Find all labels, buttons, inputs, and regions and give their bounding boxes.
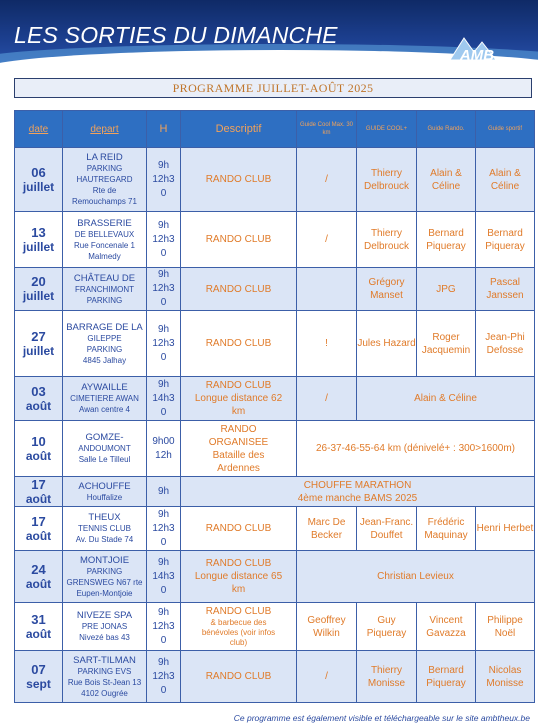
row-hours-line: 0: [160, 297, 167, 308]
row-descriptif: [181, 268, 297, 311]
row-descriptif-line: km: [231, 584, 246, 595]
row-depart-line: Nivezé bas 43: [79, 633, 130, 642]
row-guide-sportif: Henri Herbet: [476, 507, 535, 551]
row-depart-line: Malmedy: [88, 251, 121, 261]
table-row: [15, 268, 535, 311]
row-depart-line: Houffalize: [86, 492, 123, 502]
row-descriptif-line: RANDO CLUB: [205, 338, 272, 349]
row-day: 06: [31, 164, 46, 180]
row-month: sept: [26, 676, 51, 691]
row-date: [15, 268, 63, 311]
row-event-merged: [181, 477, 535, 507]
row-descriptif: [181, 377, 297, 421]
row-depart-line: PARKING EVS: [77, 666, 132, 676]
row-guide-rando: Bernard Piqueray: [417, 212, 476, 268]
row-depart-line: Salle Le Tilleul: [78, 455, 131, 464]
table-row: [15, 148, 535, 212]
table-row: [15, 311, 535, 377]
row-guide-coolplus: Thierry Delbrouck: [357, 148, 417, 212]
row-date: [15, 477, 63, 507]
row-descriptif-line: Longue distance 65: [194, 571, 283, 582]
row-guide-rando: Alain & Céline: [417, 148, 476, 212]
row-descriptif-line: RANDO CLUB: [205, 606, 272, 617]
row-depart-line: CHÂTEAU DE: [73, 272, 136, 284]
row-depart-line: PARKING: [86, 344, 123, 354]
table-row: [15, 551, 535, 603]
col-header-depart: depart: [63, 111, 147, 148]
row-month: août: [25, 626, 52, 641]
footer-note: Ce programme est également visible et téléchargeable sur le site ambtheux.be: [233, 713, 530, 723]
row-hours-line: 12h: [155, 449, 172, 461]
row-guide-cool: Marc De Becker: [297, 507, 357, 551]
row-date: [15, 551, 63, 603]
row-descriptif-line: km: [231, 406, 246, 417]
amb-logo: [444, 30, 510, 70]
row-hours: [147, 477, 181, 507]
row-guide-cool: Geoffrey Wilkin: [297, 603, 357, 651]
row-date: [15, 212, 63, 268]
row-hours-line: 0: [160, 351, 167, 363]
row-day: 20: [31, 274, 46, 289]
table-row: [15, 507, 535, 551]
row-depart-line: PRE JONAS: [81, 622, 128, 631]
row-guide-sportif: Pascal Janssen: [476, 268, 535, 311]
table-row: [15, 477, 535, 507]
row-guide-sportif: Bernard Piqueray: [476, 212, 535, 268]
row-hours-line: 9h: [157, 378, 170, 390]
row-guide-cool: /: [297, 377, 357, 421]
row-depart-line: 4845 Jalhay: [82, 355, 127, 365]
row-hours-line: 12h3: [152, 233, 175, 245]
row-month: août: [25, 491, 52, 506]
row-guide-rando: Bernard Piqueray: [417, 651, 476, 703]
row-descriptif-line: RANDO: [220, 423, 257, 435]
row-hours: [147, 603, 181, 651]
table-header-row: [15, 111, 535, 148]
row-depart: [63, 311, 147, 377]
row-guides-merged: Alain & Céline: [357, 377, 535, 421]
table-row: [15, 603, 535, 651]
row-depart-line: Awan centre 4: [79, 405, 130, 414]
row-hours-line: 0: [160, 406, 167, 418]
row-guide-coolplus: Thierry Monisse: [357, 651, 417, 703]
row-depart-line: FRANCHIMONT: [74, 284, 135, 294]
row-depart-line: GRENSWEG N67 rte: [66, 577, 143, 587]
row-depart: [63, 477, 147, 507]
row-depart: [63, 212, 147, 268]
row-hours-line: 0: [160, 247, 167, 259]
row-hours-line: 9h: [157, 219, 170, 231]
row-depart-line: Rue Foncenale 1: [74, 240, 135, 250]
row-descriptif-line: club): [229, 638, 248, 647]
row-hours-line: 14h3: [152, 570, 175, 582]
row-hours: [147, 212, 181, 268]
row-descriptif-line: RANDO CLUB: [205, 234, 272, 245]
row-descriptif-line: & barbecue des: [210, 618, 267, 627]
row-descriptif-line: RANDO CLUB: [205, 283, 272, 295]
row-depart-line: AYWAILLE: [81, 382, 128, 393]
row-depart-line: HAUTREGARD: [76, 175, 133, 184]
row-descriptif: [181, 651, 297, 703]
program-title-bar: [14, 78, 532, 98]
row-depart: [63, 651, 147, 703]
row-event-line: 4ème manche BAMS 2025: [297, 492, 418, 504]
row-hours-line: 0: [160, 684, 167, 696]
row-guide-cool: /: [297, 212, 357, 268]
col-header-h: H: [147, 111, 181, 148]
row-month: juillet: [22, 179, 55, 194]
col-header-guide-cool: Guide Cool Max. 30 km: [297, 111, 357, 148]
row-depart: [63, 377, 147, 421]
row-month: août: [25, 576, 52, 591]
col-header-guide-sportif: Guide sportif: [476, 111, 535, 148]
row-depart-line: CIMETIERE AWAN: [70, 394, 139, 403]
row-descriptif: [181, 603, 297, 651]
row-hours-line: 12h3: [152, 670, 175, 682]
row-depart-line: THEUX: [88, 512, 121, 523]
row-date: [15, 148, 63, 212]
row-descriptif-line: Bataille des: [212, 449, 265, 461]
row-guide-coolplus: Jules Hazard: [357, 311, 417, 377]
row-depart-line: PARKING: [86, 164, 123, 173]
row-descriptif-line: RANDO CLUB: [205, 380, 272, 391]
row-guide-sportif: Alain & Céline: [476, 148, 535, 212]
row-depart-line: Rte de: [92, 186, 117, 195]
row-depart-line: NIVEZE SPA: [76, 610, 133, 621]
row-descriptif-line: RANDO CLUB: [205, 671, 272, 682]
row-date: [15, 603, 63, 651]
row-guide-coolplus: Guy Piqueray: [357, 603, 417, 651]
row-day: 07: [31, 661, 46, 677]
row-hours-line: 12h3: [152, 620, 175, 632]
row-guide-coolplus: Thierry Delbrouck: [357, 212, 417, 268]
col-header-guide-rando: Guide Rando.: [417, 111, 476, 148]
row-hours-line: 12h3: [152, 337, 175, 349]
row-depart: [63, 148, 147, 212]
row-depart-line: BARRAGE DE LA: [66, 321, 143, 333]
logo-subtext: Theux: [479, 64, 497, 70]
row-hours: [147, 651, 181, 703]
row-guide-sportif: Philippe Noël: [476, 603, 535, 651]
row-hours-line: 9h: [157, 159, 170, 171]
row-hours-line: 9h: [157, 556, 170, 568]
row-depart: [63, 421, 147, 477]
row-hours-line: 0: [160, 584, 167, 596]
row-date: [15, 377, 63, 421]
row-day: 03: [31, 383, 46, 399]
row-descriptif-line: Ardennes: [217, 462, 260, 474]
row-depart-line: PARKING: [86, 566, 123, 576]
row-hours-line: 12h3: [152, 173, 175, 185]
row-hours: [147, 551, 181, 603]
row-date: [15, 507, 63, 551]
table-row: [15, 421, 535, 477]
row-guide-sportif: Nicolas Monisse: [476, 651, 535, 703]
row-hours-line: 9h: [157, 323, 170, 335]
table-body: [15, 148, 535, 703]
row-hours-line: 9h: [157, 656, 170, 668]
row-hours: [147, 421, 181, 477]
row-hours: [147, 311, 181, 377]
row-hours-line: 0: [160, 536, 167, 548]
row-hours-line: 9h: [157, 606, 170, 618]
table-row: [15, 212, 535, 268]
row-hours-line: 12h3: [152, 522, 175, 534]
row-hours-line: 14h3: [152, 392, 175, 404]
row-descriptif-line: RANDO CLUB: [205, 558, 272, 569]
row-day: 24: [31, 561, 46, 577]
row-depart-line: PARKING: [86, 295, 123, 305]
row-depart: [63, 507, 147, 551]
row-descriptif: [181, 421, 297, 477]
row-month: août: [25, 528, 52, 543]
row-descriptif-line: RANDO CLUB: [205, 174, 272, 185]
col-header-descriptif: Descriptif: [181, 111, 297, 148]
row-hours-line: 12h3: [152, 283, 175, 294]
row-day: 17: [31, 476, 46, 492]
row-day: 27: [31, 328, 46, 344]
row-day: 17: [31, 513, 46, 529]
row-guides-merged: Christian Levieux: [297, 551, 535, 603]
table-row: [15, 651, 535, 703]
row-hours-line: 0: [160, 634, 167, 646]
row-hours: [147, 148, 181, 212]
row-depart-line: 4102 Ougrée: [81, 688, 128, 698]
row-date: [15, 311, 63, 377]
row-hours: [147, 268, 181, 311]
row-descriptif: [181, 551, 297, 603]
row-depart-line: Eupen-Montjoie: [76, 588, 133, 598]
row-hours-line: 9h: [157, 269, 170, 280]
row-guide-cool: [297, 268, 357, 311]
row-guide-rando: Roger Jacquemin: [417, 311, 476, 377]
col-header-guide-coolplus: GUIDE COOL+: [357, 111, 417, 148]
row-guide-coolplus: Grégory Manset: [357, 268, 417, 311]
row-depart-line: ANDOUMONT: [78, 444, 131, 453]
row-month: juillet: [22, 343, 55, 358]
row-date: [15, 421, 63, 477]
row-hours: [147, 377, 181, 421]
row-hours-line: 9h: [157, 485, 170, 497]
row-depart-line: Remouchamps 71: [72, 197, 137, 206]
row-month: août: [25, 448, 52, 463]
row-guide-rando: Frédéric Maquinay: [417, 507, 476, 551]
table-row: [15, 377, 535, 421]
row-guide-cool: /: [297, 148, 357, 212]
row-month: juillet: [22, 239, 55, 254]
row-hours-line: 9h00: [152, 435, 175, 447]
row-depart-line: GOMZE-: [85, 432, 124, 443]
row-depart-line: Av. Du Stade 74: [75, 535, 134, 544]
row-day: 10: [31, 433, 46, 449]
row-depart: [63, 551, 147, 603]
row-date: [15, 651, 63, 703]
row-guides-merged: 26-37-46-55-64 km (dénivelé+ : 300>1600m): [297, 421, 535, 477]
row-depart-line: Rue Bois St-Jean 13: [67, 677, 142, 687]
row-event-line: CHOUFFE MARATHON: [303, 479, 412, 491]
row-depart-line: DE BELLEVAUX: [74, 229, 135, 239]
row-depart: [63, 268, 147, 311]
row-depart-line: BRASSERIE: [77, 217, 132, 229]
row-depart-line: MONTJOIE: [79, 554, 130, 566]
row-depart-line: LA REID: [86, 152, 123, 163]
row-depart-line: GILEPPE: [87, 333, 122, 343]
row-day: 31: [31, 611, 46, 627]
row-descriptif: [181, 212, 297, 268]
row-descriptif-line: bénévoles (voir infos: [201, 628, 276, 637]
row-descriptif: [181, 311, 297, 377]
row-descriptif: [181, 507, 297, 551]
row-guide-rando: JPG: [417, 268, 476, 311]
row-day: 13: [31, 224, 46, 240]
row-guide-coolplus: Jean-Franc. Douffet: [357, 507, 417, 551]
row-depart: [63, 603, 147, 651]
row-descriptif-line: Longue distance 62: [194, 393, 283, 404]
row-guide-sportif: Jean-Phi Defosse: [476, 311, 535, 377]
row-depart-line: TENNIS CLUB: [78, 524, 131, 533]
header-banner: [0, 0, 538, 72]
row-descriptif-line: RANDO CLUB: [205, 523, 272, 534]
row-hours: [147, 507, 181, 551]
row-descriptif-line: ORGANISEE: [208, 436, 269, 448]
row-guide-cool: /: [297, 651, 357, 703]
row-depart-line: ACHOUFFE: [78, 480, 131, 492]
row-month: juillet: [22, 289, 55, 303]
row-guide-rando: Vincent Gavazza: [417, 603, 476, 651]
col-header-date: date: [15, 111, 63, 148]
row-descriptif: [181, 148, 297, 212]
row-guide-cool: !: [297, 311, 357, 377]
schedule-table: [14, 110, 535, 703]
row-month: août: [25, 398, 52, 413]
logo-text: AMB: [459, 47, 495, 64]
page-title: LES SORTIES DU DIMANCHE: [14, 22, 338, 48]
program-title: PROGRAMME JUILLET-AOÛT 2025: [172, 80, 374, 95]
row-depart-line: SART-TILMAN: [73, 654, 136, 666]
row-hours-line: 0: [160, 187, 167, 199]
row-hours-line: 9h: [157, 508, 170, 520]
